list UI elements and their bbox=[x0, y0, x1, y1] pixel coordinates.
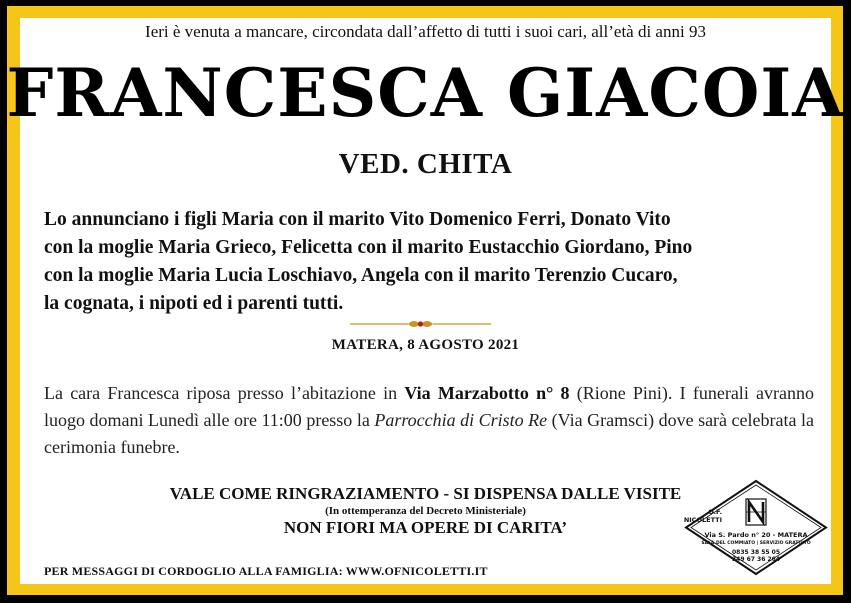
logo-phone: 0835 38 55 05 bbox=[731, 549, 780, 556]
widow-of-line: VED. CHITA bbox=[338, 148, 513, 180]
church-name: Parrocchia di Cristo Re bbox=[374, 410, 548, 430]
announcement-line: la cognata, i nipoti ed i parenti tutti. bbox=[44, 293, 344, 314]
logo-address: Via S. Pardo n° 20 - MATERA bbox=[704, 531, 808, 539]
announcement-line: con la moglie Maria Grieco, Felicetta con il marito Eustacchio Giordano, Pino bbox=[44, 237, 693, 258]
announcement-line: con la moglie Maria Lucia Loschiavo, Angela con il marito Terenzio Cucaro, bbox=[44, 265, 678, 286]
condolence-footer: PER MESSAGGI DI CORDOGLIO ALLA FAMIGLIA: WWW.OFNICOLETTI.IT bbox=[44, 564, 488, 578]
deceased-name: FRANCESCA GIACOIA bbox=[6, 54, 845, 132]
intro-line: Ieri è venuta a mancare, circondata dall’affetto di tutti i suoi cari, all’età di anni 93 bbox=[145, 22, 706, 41]
decree-note: (In ottemperanza del Decreto Ministeriale) bbox=[325, 505, 526, 517]
place-date: MATERA, 8 AGOSTO 2021 bbox=[331, 337, 520, 353]
thanks-line: VALE COME RINGRAZIAMENTO - SI DISPENSA DALLE VISITE bbox=[169, 484, 682, 503]
logo-subtitle: SALA DEL COMMIATO | SERVIZIO GRATUITO bbox=[701, 541, 811, 546]
no-flowers-line: NON FIORI MA OPERE DI CARITA’ bbox=[283, 518, 568, 537]
announcement-line: Lo annunciano i figli Maria con il marito Vito Domenico Ferri, Donato Vito bbox=[44, 209, 671, 230]
details-text: (Rione Pini). I funerali avranno luogo domani Lunedì alle ore 11:00 presso la bbox=[44, 383, 815, 430]
logo-phone: 349 67 36 264 bbox=[731, 556, 780, 563]
funeral-details bbox=[44, 380, 814, 461]
details-text: (Via Gramsci) dove sarà celebrata la cerimonia funebre. bbox=[44, 410, 814, 457]
details-text: La cara Francesca riposa presso l’abitazione in bbox=[44, 383, 405, 403]
divider-ornament bbox=[348, 317, 493, 331]
logo-brand: O.F. NICOLETTI bbox=[683, 508, 722, 524]
announcement-paragraph bbox=[44, 206, 814, 318]
home-address: Via Marzabotto n° 8 bbox=[404, 383, 570, 403]
